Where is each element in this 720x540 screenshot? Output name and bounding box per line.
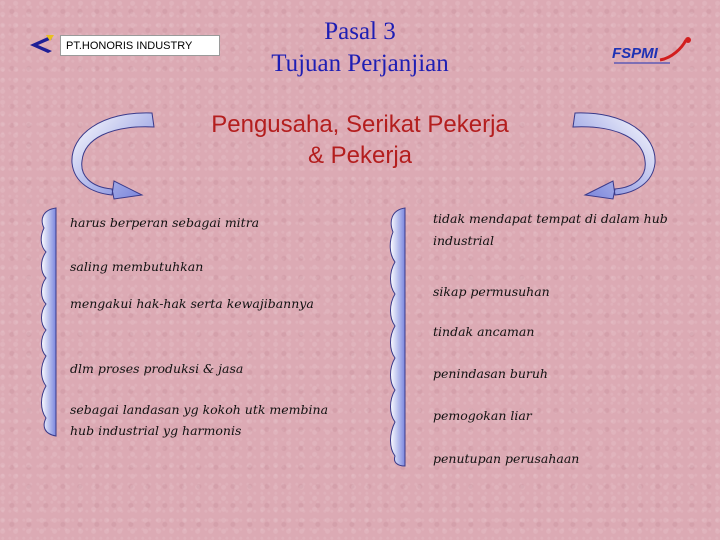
list-item: pemogokan liar: [433, 408, 532, 423]
fspmi-logo: [610, 36, 695, 74]
company-logo-icon: [28, 33, 56, 57]
list-item: hub industrial yg harmonis: [70, 423, 242, 438]
company-name: PT.HONORIS INDUSTRY: [60, 35, 220, 56]
list-item: dlm proses produksi & jasa: [70, 361, 244, 376]
list-item: mengakui hak-hak serta kewajibannya: [70, 296, 314, 311]
list-item: tindak ancaman: [433, 324, 535, 339]
page-title-article: Pasal 3: [324, 18, 396, 45]
list-item: industrial: [433, 233, 494, 248]
scroll-bracket-icon: [34, 200, 64, 440]
section-heading: Pengusaha, Serikat Pekerja: [211, 111, 509, 138]
list-item: penindasan buruh: [433, 366, 548, 381]
list-item: penutupan perusahaan: [433, 451, 580, 466]
list-item: tidak mendapat tempat di dalam hub: [433, 211, 668, 226]
list-item: sikap permusuhan: [433, 284, 550, 299]
fspmi-logo-text: FSPMI: [612, 45, 658, 62]
page-title-purpose: Tujuan Perjanjian: [271, 50, 449, 77]
scroll-bracket-icon: [383, 200, 413, 470]
curved-arrow-left-icon: [62, 105, 172, 200]
list-item: harus berperan sebagai mitra: [70, 215, 260, 230]
curved-arrow-right-icon: [555, 105, 665, 200]
list-item: sebagai landasan yg kokoh utk membina: [70, 402, 329, 417]
section-heading-continued: & Pekerja: [307, 142, 413, 169]
list-item: saling membutuhkan: [70, 259, 204, 274]
